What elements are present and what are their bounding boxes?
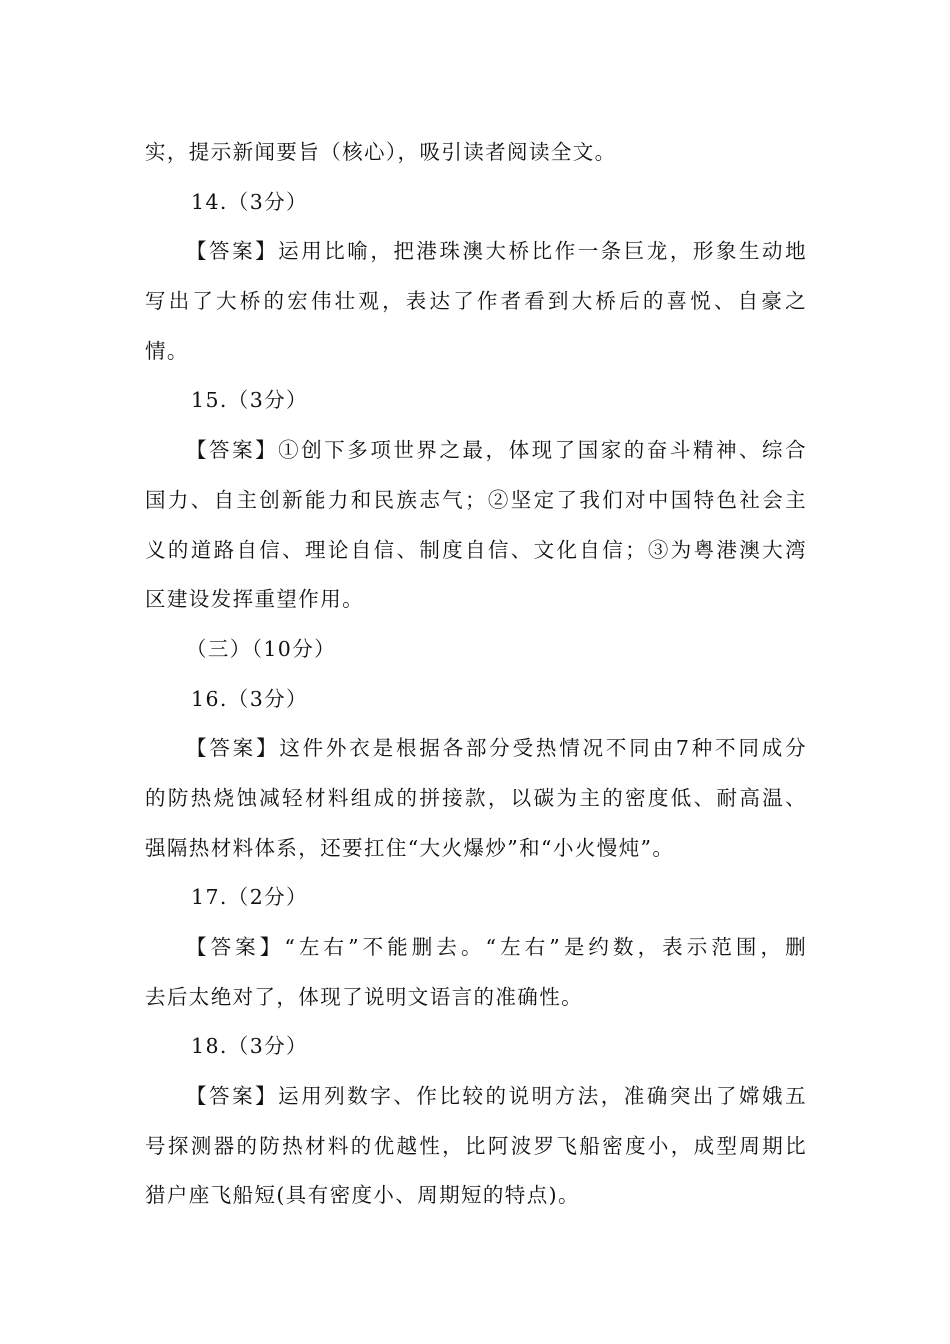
- answer-14-line-2: 写出了大桥的宏伟壮观，表达了作者看到大桥后的喜悦、自豪之: [145, 289, 807, 314]
- answer-text-block: [145, 128, 807, 1221]
- answer-15-line-3: 义的道路自信、理论自信、制度自信、文化自信；③为粤港澳大湾: [145, 537, 807, 562]
- answer-15-line-1: 【答案】①创下多项世界之最，体现了国家的奋斗精神、综合: [186, 438, 807, 463]
- answer-18-line-2: 号探测器的防热材料的优越性，比阿波罗飞船密度小，成型周期比: [145, 1133, 807, 1158]
- question-number-18: 18.（3分）: [191, 1034, 308, 1059]
- answer-14-line-3: 情。: [145, 338, 189, 363]
- answer-15-line-4: 区建设发挥重望作用。: [145, 587, 364, 612]
- answer-16-line-1: 【答案】这件外衣是根据各部分受热情况不同由7种不同成分: [186, 736, 807, 761]
- answer-17-line-2: 去后太绝对了，体现了说明文语言的准确性。: [145, 984, 583, 1009]
- answer-15-line-2: 国力、自主创新能力和民族志气；②坚定了我们对中国特色社会主: [145, 487, 807, 512]
- answer-18-line-3: 猎户座飞船短(具有密度小、周期短的特点)。: [145, 1183, 580, 1208]
- answer-16-line-2: 的防热烧蚀减轻材料组成的拼接款，以碳为主的密度低、耐高温、: [145, 785, 807, 810]
- section-heading-3: （三）（10分）: [186, 636, 337, 661]
- question-number-14: 14.（3分）: [191, 189, 308, 214]
- text-line: 实，提示新闻要旨（核心），吸引读者阅读全文。: [145, 140, 617, 164]
- answer-14-line-1: 【答案】运用比喻，把港珠澳大桥比作一条巨龙，形象生动地: [186, 239, 807, 264]
- question-number-17: 17.（2分）: [191, 885, 308, 910]
- answer-16-line-3: 强隔热材料体系，还要扛住“大火爆炒”和“小火慢炖”。: [145, 835, 675, 860]
- answer-17-line-1: 【答案】“左右”不能删去。“左右”是约数，表示范围，删: [186, 935, 807, 959]
- answer-18-line-1: 【答案】运用列数字、作比较的说明方法，准确突出了嫦娥五: [186, 1084, 807, 1109]
- question-number-15: 15.（3分）: [191, 388, 308, 413]
- question-number-16: 16.（3分）: [191, 686, 308, 711]
